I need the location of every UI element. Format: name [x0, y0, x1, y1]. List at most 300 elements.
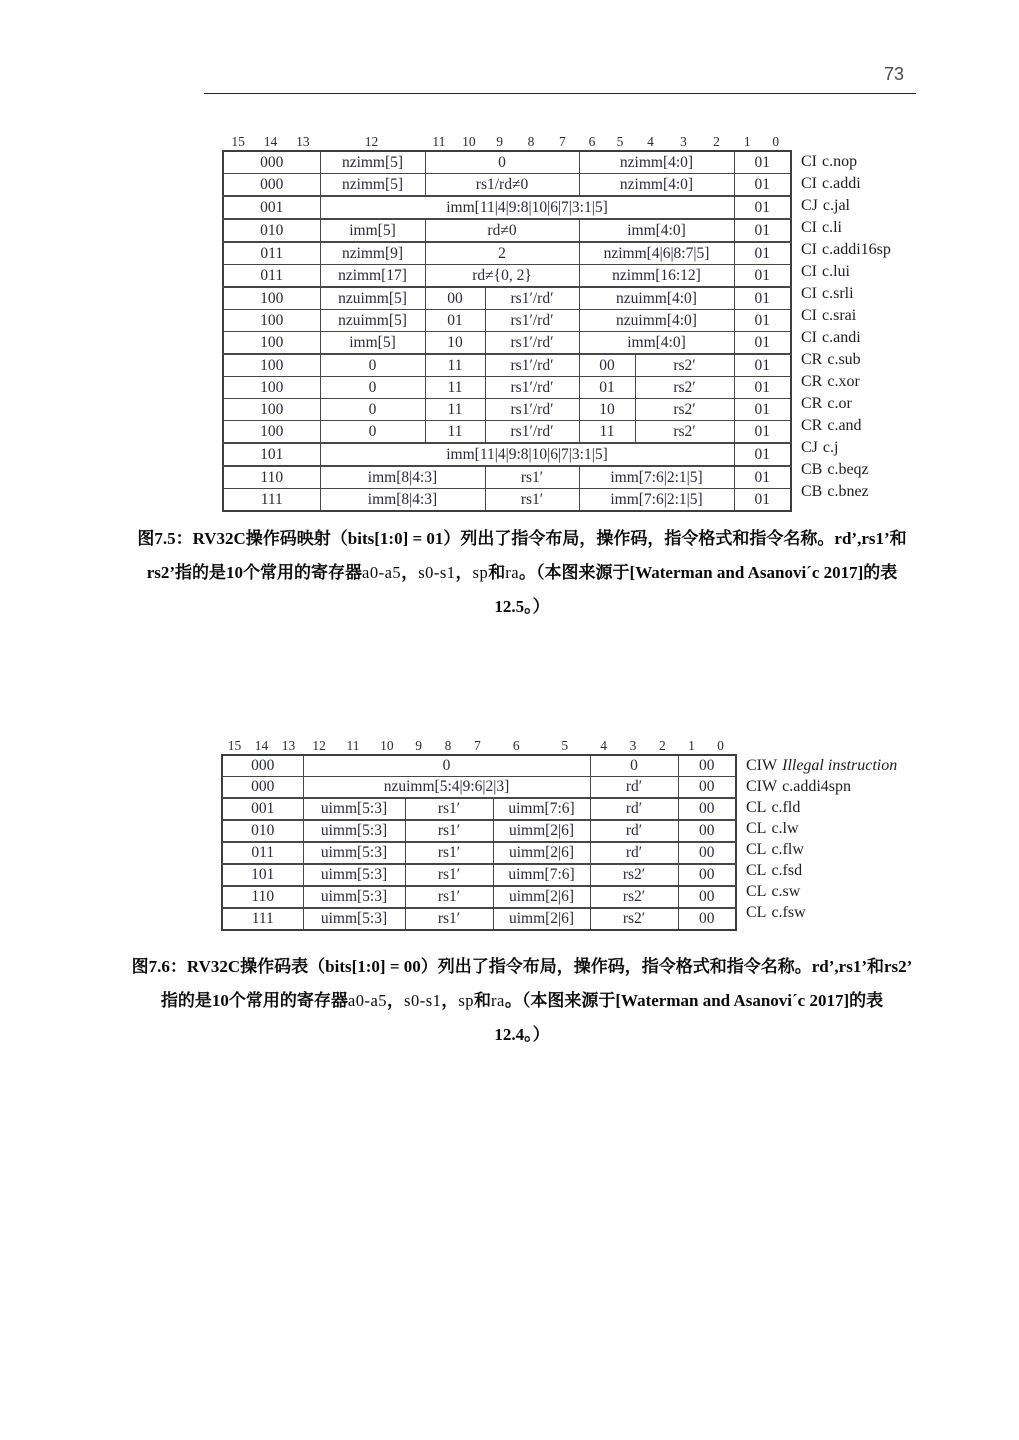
bit-field-cell: 0	[320, 354, 425, 377]
bit-number: 4	[600, 738, 608, 753]
instruction-label	[801, 415, 891, 437]
bit-number: 8	[444, 738, 452, 753]
bit-number: 10	[462, 134, 476, 149]
bit-field-cell: imm[5]	[320, 219, 425, 242]
bit-header-group	[492, 736, 589, 754]
bit-field-cell: 11	[425, 354, 485, 377]
bit-field-cell: uimm[5:3]	[303, 842, 405, 864]
caption-line	[110, 590, 934, 624]
bit-field-cell: 11	[579, 421, 635, 444]
bit-field-cell: 01	[734, 332, 791, 355]
bit-number: 4	[647, 134, 654, 149]
bit-field-cell: 01	[734, 489, 791, 512]
instruction-label	[801, 349, 891, 371]
instruction-label	[746, 776, 897, 797]
bit-field-cell: 00	[678, 842, 736, 864]
instruction-name: c.or	[827, 395, 852, 412]
format-label: CL	[746, 904, 767, 921]
format-label: CR	[801, 351, 823, 368]
bit-field-cell: 0	[590, 755, 678, 777]
bit-field-cell: 01	[734, 287, 791, 310]
bit-number: 9	[415, 738, 423, 753]
instruction-label	[801, 437, 891, 459]
instruction-label	[801, 481, 891, 503]
bit-field-cell: rs2′	[635, 354, 734, 377]
format-label: CI	[801, 307, 817, 324]
bit-number: 14	[263, 134, 278, 149]
bit-field-cell: rs1′	[405, 820, 493, 842]
bit-field-cell: rs1′	[405, 864, 493, 886]
instruction-name: c.sub	[827, 351, 861, 368]
bit-field-cell: uimm[2|6]	[493, 820, 590, 842]
bit-field-cell: 00	[678, 864, 736, 886]
bit-field-cell: rd≠{0, 2}	[425, 265, 579, 288]
bit-field-cell: 010	[222, 820, 303, 842]
instruction-name: c.lui	[822, 263, 850, 280]
caption-text: s0-s1	[418, 563, 456, 582]
bit-field-cell: rd′	[590, 842, 678, 864]
bit-header-group	[319, 132, 424, 150]
bit-field-cell: 111	[223, 489, 320, 512]
instruction-label	[801, 459, 891, 481]
bit-field-cell: 11	[425, 399, 485, 421]
bit-number: 12	[312, 738, 326, 753]
table-row	[223, 443, 791, 466]
format-label: CR	[801, 417, 823, 434]
bit-field-cell: 0	[425, 151, 579, 174]
figure-7-5-caption	[110, 522, 934, 624]
bit-field-cell: rs1′/rd′	[485, 377, 579, 399]
instruction-label	[801, 261, 891, 283]
bit-field-cell: nzimm[5]	[320, 174, 425, 197]
bit-field-cell: 001	[222, 798, 303, 820]
caption-text: 。（本图来源于[Waterman and Asanovi´c 2017]的表	[504, 991, 884, 1010]
instruction-name: c.j	[822, 439, 839, 456]
bit-field-cell: rs2′	[635, 377, 734, 399]
caption-line	[110, 984, 934, 1018]
bit-field-cell: 01	[734, 174, 791, 197]
caption-text: 图7.5：RV32C操作码映射（bits[1:0] = 01）列出了指令布局，操作码，指令格式和指令名称。rd’,rs1’和	[137, 529, 907, 548]
bit-header-group	[589, 736, 677, 754]
bit-field-cell: uimm[5:3]	[303, 908, 405, 930]
format-label: CL	[746, 799, 767, 816]
bit-number: 11	[432, 134, 446, 149]
bit-header-group	[302, 736, 404, 754]
figure-7-6-caption	[110, 950, 934, 1052]
bit-field-cell: rs1′/rd′	[485, 287, 579, 310]
bit-field-cell: 00	[678, 798, 736, 820]
bit-number: 10	[380, 738, 394, 753]
caption-text: 和	[488, 563, 506, 582]
bit-field-cell: 11	[425, 421, 485, 444]
bit-field-cell: rs1/rd≠0	[425, 174, 579, 197]
bit-field-cell: 111	[222, 908, 303, 930]
format-label: CIW	[746, 757, 778, 774]
caption-text: s0-s1	[404, 991, 442, 1010]
bit-field-cell: imm[8|4:3]	[320, 489, 485, 512]
bit-number: 3	[680, 134, 687, 149]
table-row	[222, 864, 736, 886]
format-label: CI	[801, 175, 817, 192]
instruction-label	[746, 839, 897, 860]
format-label: CI	[801, 285, 817, 302]
instruction-name: c.xor	[827, 373, 860, 390]
bit-field-cell: nzuimm[4:0]	[579, 310, 734, 332]
bit-field-cell: 0	[320, 421, 425, 444]
bit-field-cell: 011	[222, 842, 303, 864]
bit-number: 2	[713, 134, 720, 149]
caption-text: ra	[505, 563, 520, 582]
instruction-name: c.fld	[771, 799, 801, 816]
format-label: CL	[746, 820, 767, 837]
instruction-label	[801, 305, 891, 327]
instruction-name: c.bnez	[827, 483, 869, 500]
format-label: CI	[801, 241, 817, 258]
bit-field-cell: nzimm[5]	[320, 151, 425, 174]
instruction-name: c.fsw	[771, 904, 806, 921]
table-row	[222, 820, 736, 842]
instruction-label	[801, 239, 891, 261]
caption-text: ，	[387, 991, 405, 1010]
bit-field-cell: 0	[303, 755, 590, 777]
caption-text: 12.5。）	[494, 597, 550, 616]
bit-number: 15	[227, 738, 242, 753]
instruction-labels	[746, 755, 897, 923]
bit-field-cell: 100	[223, 354, 320, 377]
instruction-labels	[801, 151, 891, 503]
table-row	[223, 219, 791, 242]
bit-field-cell: 001	[223, 196, 320, 219]
bit-field-cell: nzimm[4:0]	[579, 151, 734, 174]
bit-field-cell: 01	[425, 310, 485, 332]
bit-field-cell: 011	[223, 242, 320, 265]
bit-field-cell: 00	[579, 354, 635, 377]
instruction-name: c.nop	[822, 153, 858, 170]
bit-field-cell: rs1′	[485, 489, 579, 512]
bit-number: 3	[629, 738, 637, 753]
caption-text: ，	[455, 563, 473, 582]
table-row	[223, 377, 791, 399]
bit-field-cell: rd′	[590, 777, 678, 799]
bit-header-group	[677, 736, 735, 754]
bit-field-cell: 00	[678, 908, 736, 930]
table-row	[223, 174, 791, 197]
table-row	[223, 265, 791, 288]
instruction-name: Illegal instruction	[782, 757, 898, 774]
page-number: 73	[884, 64, 905, 84]
bit-number: 0	[772, 134, 780, 149]
table-row	[223, 354, 791, 377]
bit-field-cell: 01	[734, 242, 791, 265]
opcode-table-7-6	[221, 754, 737, 931]
bit-field-cell: 01	[734, 310, 791, 332]
table-row	[223, 466, 791, 489]
bit-field-cell: rs2′	[635, 421, 734, 444]
bit-field-cell: rs1′	[405, 798, 493, 820]
bit-field-cell: nzuimm[5]	[320, 287, 425, 310]
bit-field-cell: rs1′	[405, 908, 493, 930]
bit-field-cell: nzimm[4|6|8:7|5]	[579, 242, 734, 265]
instruction-label	[746, 797, 897, 818]
format-label: CR	[801, 395, 823, 412]
figure-7-5	[222, 132, 891, 512]
bit-field-cell: rs2′	[590, 908, 678, 930]
instruction-label	[746, 881, 897, 902]
bit-field-cell: 01	[734, 377, 791, 399]
bit-field-cell: 010	[223, 219, 320, 242]
bit-field-cell: 01	[579, 377, 635, 399]
format-label: CI	[801, 219, 817, 236]
bit-field-cell: 100	[223, 310, 320, 332]
instruction-label	[801, 283, 891, 305]
caption-line	[110, 556, 934, 590]
bit-number: 7	[558, 134, 566, 149]
format-label: CL	[746, 841, 767, 858]
bit-field-cell: 01	[734, 265, 791, 288]
bit-number: 12	[364, 134, 379, 149]
bit-field-cell: imm[8|4:3]	[320, 466, 485, 489]
table-row	[223, 242, 791, 265]
bit-field-cell: nzimm[17]	[320, 265, 425, 288]
bit-field-cell: 100	[223, 399, 320, 421]
format-label: CR	[801, 373, 823, 390]
bit-number: 5	[561, 738, 569, 753]
format-label: CL	[746, 862, 767, 879]
bit-number: 1	[743, 134, 751, 149]
bit-field-cell: imm[7:6|2:1|5]	[579, 466, 734, 489]
bit-field-cell: rs1′/rd′	[485, 310, 579, 332]
format-label: CI	[801, 263, 817, 280]
bit-field-cell: nzimm[9]	[320, 242, 425, 265]
bit-field-cell: rs2′	[590, 886, 678, 908]
table-row	[222, 842, 736, 864]
bit-header-group	[221, 736, 302, 754]
bit-field-cell: 00	[678, 886, 736, 908]
bit-field-cell: 100	[223, 421, 320, 444]
bit-number: 13	[296, 134, 310, 149]
table-row	[222, 777, 736, 799]
bit-header	[221, 736, 737, 754]
bit-field-cell: 0	[320, 399, 425, 421]
bit-field-cell: 01	[734, 421, 791, 444]
bit-number: 13	[281, 738, 296, 753]
bit-field-cell: 011	[223, 265, 320, 288]
format-label: CB	[801, 461, 823, 478]
bit-field-cell: rs1′/rd′	[485, 399, 579, 421]
bit-number: 6	[588, 134, 596, 149]
bit-field-cell: 00	[678, 755, 736, 777]
bit-field-cell: rd≠0	[425, 219, 579, 242]
bit-field-cell: uimm[2|6]	[493, 908, 590, 930]
format-label: CJ	[801, 439, 818, 456]
bit-field-cell: imm[4:0]	[579, 219, 734, 242]
bit-field-cell: 00	[425, 287, 485, 310]
caption-text: 图7.6：RV32C操作码表（bits[1:0] = 00）列出了指令布局，操作码，指令格式和指令名称。rd’,rs1’和rs2’	[131, 957, 913, 976]
bit-field-cell: 01	[734, 399, 791, 421]
table-row	[222, 886, 736, 908]
bit-field-cell: 110	[222, 886, 303, 908]
instruction-label	[801, 217, 891, 239]
table-row	[223, 332, 791, 355]
format-label: CJ	[801, 197, 818, 214]
table-row	[223, 421, 791, 444]
bit-field-cell: 100	[223, 332, 320, 355]
instruction-label	[801, 173, 891, 195]
bit-number: 6	[512, 738, 520, 753]
bit-header	[222, 132, 792, 150]
bit-header-group	[634, 132, 733, 150]
bit-field-cell: imm[11|4|9:8|10|6|7|3:1|5]	[320, 443, 734, 466]
bit-field-cell: 10	[425, 332, 485, 355]
bit-field-cell: 01	[734, 354, 791, 377]
instruction-label	[801, 195, 891, 217]
figure-7-6	[221, 736, 898, 931]
opcode-table-7-5	[222, 150, 792, 512]
bit-field-cell: 01	[734, 219, 791, 242]
bit-field-cell: uimm[5:3]	[303, 820, 405, 842]
bit-field-cell: rs2′	[635, 399, 734, 421]
bit-field-cell: uimm[2|6]	[493, 842, 590, 864]
caption-text: sp	[472, 563, 489, 582]
table-row	[222, 755, 736, 777]
caption-line	[110, 1018, 934, 1052]
bit-field-cell: uimm[5:3]	[303, 886, 405, 908]
bit-header-group	[222, 132, 319, 150]
bit-number: 2	[658, 738, 666, 753]
bit-field-cell: rs2′	[590, 864, 678, 886]
bit-field-cell: rs1′	[485, 466, 579, 489]
bit-field-cell: 11	[425, 377, 485, 399]
instruction-name: c.srai	[822, 307, 857, 324]
caption-text: ra	[491, 991, 505, 1010]
bit-field-cell: 2	[425, 242, 579, 265]
bit-header-group	[733, 132, 790, 150]
bit-header-group	[404, 736, 492, 754]
table-row	[223, 489, 791, 512]
caption-text: 和	[474, 991, 492, 1010]
bit-field-cell: 101	[222, 864, 303, 886]
instruction-name: c.lw	[771, 820, 799, 837]
instruction-label	[746, 902, 897, 923]
bit-field-cell: 01	[734, 466, 791, 489]
instruction-name: c.sw	[771, 883, 801, 900]
bit-field-cell: 100	[223, 287, 320, 310]
bit-field-cell: 000	[223, 151, 320, 174]
format-label: CB	[801, 483, 823, 500]
bit-number: 8	[527, 134, 535, 149]
instruction-name: c.jal	[822, 197, 850, 214]
table-row	[223, 287, 791, 310]
instruction-name: c.li	[822, 219, 842, 236]
instruction-name: c.and	[827, 417, 862, 434]
format-label: CL	[746, 883, 767, 900]
bit-field-cell: rs1′	[405, 886, 493, 908]
caption-text: 12.4。）	[494, 1025, 550, 1044]
instruction-name: c.flw	[771, 841, 804, 858]
bit-field-cell: 000	[222, 777, 303, 799]
header-rule	[204, 93, 916, 94]
instruction-label	[801, 371, 891, 393]
caption-text: a0-a5	[362, 563, 402, 582]
bit-number: 5	[616, 134, 624, 149]
bit-field-cell: uimm[5:3]	[303, 798, 405, 820]
bit-number: 7	[473, 738, 481, 753]
caption-text: ，	[441, 991, 459, 1010]
bit-field-cell: 100	[223, 377, 320, 399]
bit-field-cell: 00	[678, 820, 736, 842]
bit-field-cell: imm[11|4|9:8|10|6|7|3:1|5]	[320, 196, 734, 219]
table-row	[222, 908, 736, 930]
bit-field-cell: 000	[222, 755, 303, 777]
table-row	[223, 151, 791, 174]
bit-header-group	[578, 132, 634, 150]
caption-line	[110, 950, 934, 984]
bit-field-cell: nzuimm[5]	[320, 310, 425, 332]
format-label: CIW	[746, 778, 778, 795]
bit-number: 0	[717, 738, 724, 753]
bit-field-cell: 10	[579, 399, 635, 421]
caption-text: rs2’指的是10个常用的寄存器	[146, 563, 363, 582]
bit-field-cell: rs1′/rd′	[485, 421, 579, 444]
bit-field-cell: 01	[734, 443, 791, 466]
bit-field-cell: rd′	[590, 820, 678, 842]
table-row	[222, 798, 736, 820]
bit-header-group	[484, 132, 578, 150]
caption-text: 指的是10个常用的寄存器	[160, 991, 348, 1010]
bit-field-cell: uimm[7:6]	[493, 798, 590, 820]
table-row	[223, 310, 791, 332]
instruction-name: c.beqz	[827, 461, 869, 478]
instruction-name: c.addi	[822, 175, 861, 192]
bit-field-cell: 01	[734, 196, 791, 219]
bit-field-cell: uimm[7:6]	[493, 864, 590, 886]
bit-field-cell: nzimm[16:12]	[579, 265, 734, 288]
bit-field-cell: nzuimm[5:4|9:6|2|3]	[303, 777, 590, 799]
bit-field-cell: uimm[5:3]	[303, 864, 405, 886]
bit-field-cell: rd′	[590, 798, 678, 820]
instruction-label	[801, 393, 891, 415]
instruction-name: c.fsd	[771, 862, 803, 879]
bit-field-cell: 101	[223, 443, 320, 466]
instruction-label	[746, 860, 897, 881]
bit-number: 1	[688, 738, 695, 753]
caption-text: ，	[401, 563, 419, 582]
bit-field-cell: rs1′/rd′	[485, 332, 579, 355]
instruction-name: c.andi	[822, 329, 861, 346]
bit-field-cell: 000	[223, 174, 320, 197]
bit-field-cell: nzimm[4:0]	[579, 174, 734, 197]
bit-field-cell: nzuimm[4:0]	[579, 287, 734, 310]
bit-number: 11	[346, 738, 360, 753]
bit-number: 9	[496, 134, 504, 149]
instruction-label	[801, 151, 891, 173]
bit-field-cell: rs1′/rd′	[485, 354, 579, 377]
instruction-name: c.srli	[822, 285, 854, 302]
format-label: CI	[801, 153, 817, 170]
bit-field-cell: 01	[734, 151, 791, 174]
instruction-name: c.addi4spn	[782, 778, 851, 795]
bit-field-cell: imm[4:0]	[579, 332, 734, 355]
bit-number: 14	[254, 738, 269, 753]
bit-number: 15	[231, 134, 245, 149]
instruction-name: c.addi16sp	[822, 241, 891, 258]
bit-field-cell: 0	[320, 377, 425, 399]
bit-field-cell: imm[5]	[320, 332, 425, 355]
instruction-label	[746, 818, 897, 839]
bit-header-group	[424, 132, 484, 150]
caption-text: sp	[458, 991, 475, 1010]
table-row	[223, 196, 791, 219]
